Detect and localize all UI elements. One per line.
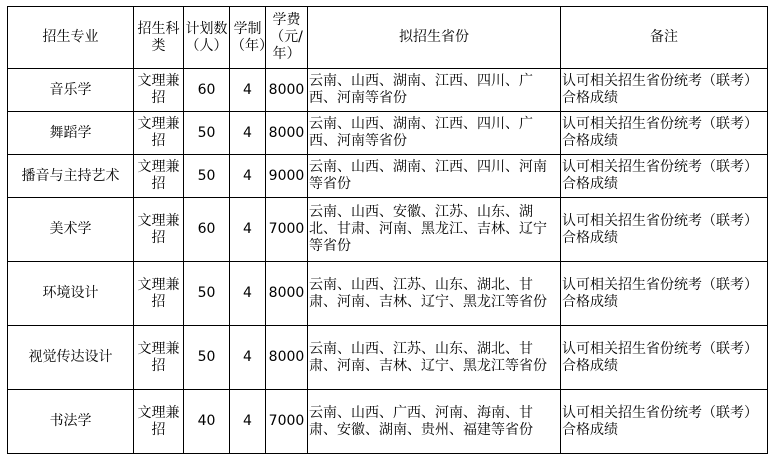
cell-provinces: 云南、山西、广西、河南、海南、甘肃、安徽、湖南、贵州、福建等省份 <box>308 390 561 454</box>
cell-provinces: 云南、山西、湖南、江西、四川、广西、河南等省份 <box>308 112 561 155</box>
table-row <box>8 262 768 326</box>
header-category: 招生科类 <box>134 7 184 69</box>
table-row <box>8 390 768 454</box>
cell-notes: 认可相关招生省份统考（联考）合格成绩 <box>561 390 768 454</box>
admission-table <box>7 6 768 454</box>
header-row <box>8 7 768 69</box>
cell-category: 文理兼招 <box>134 326 184 390</box>
cell-provinces: 云南、山西、湖南、江西、四川、广西、河南等省份 <box>308 69 561 112</box>
cell-major: 美术学 <box>8 198 134 262</box>
cell-tuition: 8000 <box>266 326 308 390</box>
cell-quota: 40 <box>184 390 230 454</box>
header-quota: 计划数（人） <box>184 7 230 69</box>
cell-tuition: 8000 <box>266 69 308 112</box>
cell-category: 文理兼招 <box>134 69 184 112</box>
cell-notes: 认可相关招生省份统考（联考）合格成绩 <box>561 69 768 112</box>
cell-notes: 认可相关招生省份统考（联考）合格成绩 <box>561 112 768 155</box>
cell-major: 舞蹈学 <box>8 112 134 155</box>
cell-duration: 4 <box>230 155 266 198</box>
cell-quota: 50 <box>184 262 230 326</box>
cell-duration: 4 <box>230 112 266 155</box>
cell-tuition: 8000 <box>266 112 308 155</box>
table-row <box>8 155 768 198</box>
header-tuition: 学费（元/年） <box>266 7 308 69</box>
header-duration: 学制（年） <box>230 7 266 69</box>
cell-notes: 认可相关招生省份统考（联考）合格成绩 <box>561 262 768 326</box>
cell-tuition: 8000 <box>266 262 308 326</box>
header-major: 招生专业 <box>8 7 134 69</box>
cell-tuition: 9000 <box>266 155 308 198</box>
cell-provinces: 云南、山西、江苏、山东、湖北、甘肃、河南、吉林、辽宁、黑龙江等省份 <box>308 326 561 390</box>
cell-provinces: 云南、山西、江苏、山东、湖北、甘肃、河南、吉林、辽宁、黑龙江等省份 <box>308 262 561 326</box>
table-row <box>8 112 768 155</box>
cell-quota: 60 <box>184 198 230 262</box>
cell-quota: 60 <box>184 69 230 112</box>
cell-major: 书法学 <box>8 390 134 454</box>
table-row <box>8 69 768 112</box>
cell-major: 播音与主持艺术 <box>8 155 134 198</box>
cell-duration: 4 <box>230 390 266 454</box>
cell-category: 文理兼招 <box>134 155 184 198</box>
cell-major: 环境设计 <box>8 262 134 326</box>
cell-category: 文理兼招 <box>134 112 184 155</box>
cell-duration: 4 <box>230 198 266 262</box>
cell-provinces: 云南、山西、安徽、江苏、山东、湖北、甘肃、河南、黑龙江、吉林、辽宁等省份 <box>308 198 561 262</box>
cell-duration: 4 <box>230 326 266 390</box>
table-row <box>8 198 768 262</box>
cell-duration: 4 <box>230 262 266 326</box>
cell-notes: 认可相关招生省份统考（联考）合格成绩 <box>561 326 768 390</box>
cell-duration: 4 <box>230 69 266 112</box>
cell-category: 文理兼招 <box>134 390 184 454</box>
header-provinces: 拟招生省份 <box>308 7 561 69</box>
cell-quota: 50 <box>184 155 230 198</box>
cell-category: 文理兼招 <box>134 262 184 326</box>
cell-major: 音乐学 <box>8 69 134 112</box>
cell-major: 视觉传达设计 <box>8 326 134 390</box>
cell-notes: 认可相关招生省份统考（联考）合格成绩 <box>561 155 768 198</box>
cell-quota: 50 <box>184 112 230 155</box>
cell-notes: 认可相关招生省份统考（联考）合格成绩 <box>561 198 768 262</box>
cell-tuition: 7000 <box>266 198 308 262</box>
cell-provinces: 云南、山西、湖南、江西、四川、河南等省份 <box>308 155 561 198</box>
cell-tuition: 7000 <box>266 390 308 454</box>
cell-quota: 50 <box>184 326 230 390</box>
header-notes: 备注 <box>561 7 768 69</box>
cell-category: 文理兼招 <box>134 198 184 262</box>
table-row <box>8 326 768 390</box>
